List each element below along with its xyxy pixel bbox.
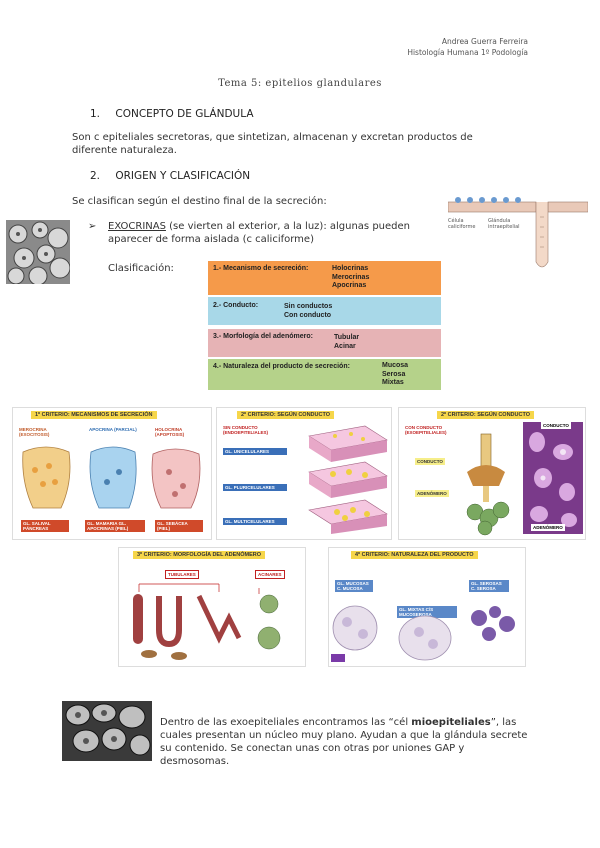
col-label: HOLOCRINA (APOPTOSIS): [155, 427, 185, 437]
figure-adenomer-morphology: [118, 547, 306, 667]
figure-title: 4º CRITERIO: NATURALEZA DEL PRODUCTO: [351, 551, 478, 559]
col-label: APOCRINA (PARCIAL): [89, 427, 137, 432]
page-title: Tema 5: epitelios glandulares: [218, 78, 382, 89]
figure-title: 2º CRITERIO: SEGÚN CONDUCTO: [237, 411, 334, 419]
example-label: GL. MAMARIA GL. APOCRINAS (PIEL): [85, 520, 145, 532]
criterion-value: Apocrinas: [332, 282, 367, 289]
figure-without-duct: [216, 407, 392, 540]
criterion-3-box: [208, 329, 441, 357]
figure-title: 3º CRITERIO: MORFOLOGÍA DEL ADENÓMERO: [133, 551, 265, 559]
gland-micrograph: [6, 220, 70, 284]
author-name: Andrea Guerra Ferreira: [441, 37, 528, 46]
myoepithelial-text: [160, 716, 532, 768]
mio-text-part: ”, las cuales presentan un núcleo muy plano. Ayudan a que la glándula secrete su contenido. Se conectan unas con otras por uniones GAP y desmosomas.: [160, 717, 528, 767]
micrograph-label: CONDUCTO: [543, 423, 569, 428]
exocrinas-term: EXOCRINAS: [108, 221, 166, 232]
figure-secretion-mechanisms: [12, 407, 212, 540]
figure-product-nature: [328, 547, 526, 667]
type-label: GL. SEROSAS C. SEROSA: [469, 580, 509, 592]
criterion-value: Mixtas: [382, 379, 404, 386]
section-1-text: Son c epiteliales secretoras, que sintetizan, almacenan y excretan productos de diferente naturaleza.: [72, 132, 473, 156]
criterion-label: 2.- Conducto:: [213, 302, 259, 309]
criterion-value: Con conducto: [284, 312, 332, 319]
row-label: GL. UNICELULARES: [223, 448, 287, 455]
mio-bold-term: mioepiteliales: [411, 717, 491, 728]
bullet-icon: ➢: [88, 221, 97, 232]
mio-text-part: Dentro de las exoepiteliales encontramos las “cél: [160, 717, 412, 728]
example-label: GL. SALIVAL PÁNCREAS: [21, 520, 69, 532]
criterion-label: 4.- Naturaleza del producto de secreción:: [213, 363, 350, 370]
sub-label: CON CONDUCTO (EXOEPITELIALES): [405, 425, 447, 435]
type-label: TUBULARES: [165, 570, 199, 579]
figure-title: 2º CRITERIO: SEGÚN CONDUCTO: [437, 411, 534, 419]
criterion-label: 3.- Morfología del adenómero:: [213, 333, 313, 340]
section-title: CONCEPTO DE GLÁNDULA: [115, 108, 254, 120]
criterion-value: Merocrinas: [332, 273, 370, 281]
criterion-value: Acinar: [334, 343, 356, 350]
row-label: GL. MULTICELULARES: [223, 518, 287, 525]
exocrinas-bullet: [88, 220, 428, 245]
myoepithelial-micrograph: [62, 701, 152, 761]
adenomer-label: ADENÓMERO: [417, 491, 447, 496]
type-label: ACINARES: [255, 570, 285, 579]
section-number: 1.: [90, 108, 101, 120]
criterion-label: 1.- Mecanismo de secreción:: [213, 265, 309, 272]
example-label: GL. SEBÁCEA (PIEL): [155, 520, 203, 532]
type-label: GL. MIXTAS C/S MUCOSEROSA: [397, 606, 457, 618]
clasificacion-label: Clasificación:: [108, 263, 174, 274]
col-label: MEROCRINA (EXOCITOSIS): [19, 427, 50, 437]
criterion-value: Holocrinas: [332, 265, 369, 272]
page-header: [407, 36, 528, 58]
course-name: Histología Humana 1º Podología: [407, 48, 528, 57]
criterion-value: Serosa: [382, 370, 406, 378]
sub-label: SIN CONDUCTO (ENDOEPITELIALES): [223, 425, 269, 435]
goblet-cell-diagram: [448, 192, 588, 274]
section-1-heading: [90, 108, 254, 120]
micrograph-label: ADENÓMERO: [533, 525, 563, 530]
goblet-label-2: Glándula intraepitelial: [488, 218, 520, 230]
duct-label: CONDUCTO: [417, 459, 443, 464]
criterion-1-box: [208, 261, 441, 295]
exocrinas-text: (se vierten al exterior, a la luz): algunas pueden aparecer de forma aislada (c caliciforme): [108, 221, 410, 245]
section-number: 2.: [90, 170, 101, 182]
criterion-2-box: [208, 297, 441, 325]
section-2-intro: Se clasifican según el destino final de la secreción:: [72, 196, 327, 207]
goblet-label-1: Célula caliciforme: [448, 218, 476, 230]
criterion-value: Sin conductos: [284, 303, 333, 310]
criterion-value: Tubular: [334, 334, 360, 341]
duct-micrograph: [523, 422, 583, 534]
figure-title: 1º CRITERIO: MECANISMOS DE SECRECIÓN: [31, 411, 157, 419]
section-2-heading: [90, 170, 250, 182]
row-label: GL. PLURICELULARES: [223, 484, 287, 491]
type-label: GL. MUCOSAS C. MUCOSA: [335, 580, 373, 592]
figure-with-duct: [398, 407, 586, 540]
criterion-value: Mucosa: [382, 362, 409, 369]
section-title: ORIGEN Y CLASIFICACIÓN: [115, 170, 251, 182]
criterion-4-box: [208, 359, 441, 390]
